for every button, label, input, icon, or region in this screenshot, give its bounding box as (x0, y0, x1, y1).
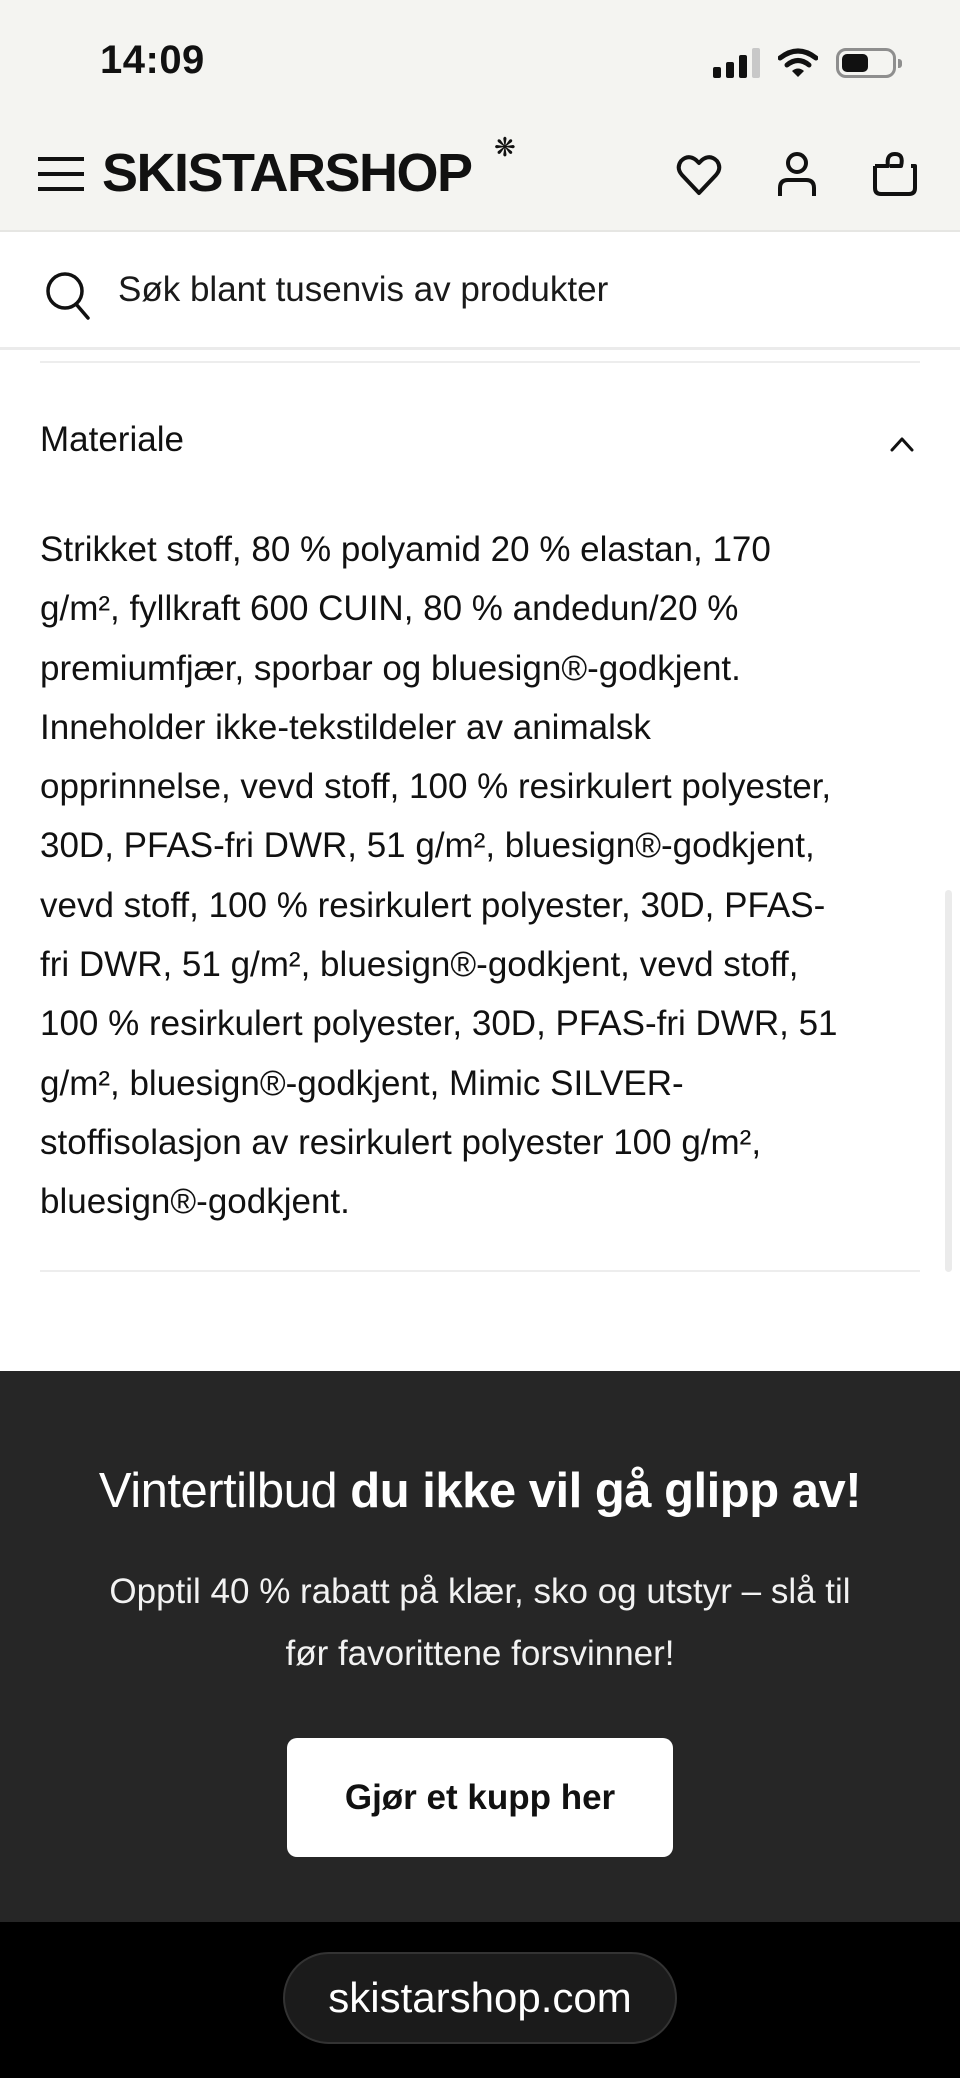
materials-line: premiumfjær, sporbar og bluesign®-godkjent. (40, 648, 741, 688)
materials-description (40, 520, 930, 1232)
menu-button[interactable] (38, 150, 86, 198)
materials-line: Inneholder ikke-tekstildeler av animalsk (40, 707, 651, 747)
materials-line: 100 % resirkulert polyester, 30D, PFAS-fri DWR, 51 (40, 1004, 838, 1044)
site-logo[interactable]: SKISTARSHOP (102, 143, 472, 203)
materials-line: stoffisolasjon av resirkulert polyester 100 g/m², (40, 1122, 762, 1162)
materials-line: bluesign®-godkjent. (40, 1182, 350, 1222)
promo-title (0, 1463, 960, 1519)
menu-icon-bar (38, 157, 84, 161)
promo-subtitle-line: før favorittene forsvinner! (285, 1634, 675, 1673)
search-input[interactable] (0, 232, 960, 350)
divider (40, 361, 920, 363)
accordion-header-materiale[interactable] (40, 400, 920, 486)
deal-cta-button[interactable]: Gjør et kupp her (287, 1738, 673, 1857)
promo-subtitle (40, 1561, 920, 1685)
menu-icon-bar (38, 172, 84, 176)
materials-line: opprinnelse, vevd stoff, 100 % resirkulert polyester, (40, 767, 832, 807)
promo-title-bold: du ikke vil gå glipp av! (350, 1464, 862, 1518)
cellular-signal-icon (713, 48, 760, 78)
divider (40, 1270, 920, 1272)
browser-bottom-bar (0, 1922, 960, 2078)
logo-snowflake-icon: ❋ (494, 132, 516, 162)
url-text: skistarshop.com (328, 1974, 632, 2021)
materials-line: 30D, PFAS-fri DWR, 51 g/m², bluesign®-godkjent, (40, 826, 815, 866)
promo-banner (0, 1371, 960, 1922)
shopping-bag-icon[interactable] (870, 150, 920, 200)
address-bar[interactable] (283, 1952, 677, 2044)
chevron-up-icon (888, 430, 916, 458)
battery-icon (836, 48, 896, 78)
status-time: 14:09 (100, 38, 205, 82)
materials-line: vevd stoff, 100 % resirkulert polyester, 30D, PFAS- (40, 885, 826, 925)
page-scrollbar[interactable] (945, 890, 952, 1272)
menu-icon-bar (38, 187, 84, 191)
materials-line: fri DWR, 51 g/m², bluesign®-godkjent, vevd stoff, (40, 945, 799, 985)
materials-line: Strikket stoff, 80 % polyamid 20 % elastan, 170 (40, 530, 771, 569)
promo-subtitle-line: Opptil 40 % rabatt på klær, sko og utstyr – slå til (109, 1572, 851, 1611)
heart-icon[interactable] (674, 150, 724, 200)
materials-line: g/m², bluesign®-godkjent, Mimic SILVER- (40, 1063, 684, 1103)
status-icons (713, 48, 896, 78)
header-actions (674, 150, 920, 200)
search-icon (44, 270, 94, 320)
promo-title-regular: Vintertilbud (98, 1464, 351, 1518)
materials-line: g/m², fyllkraft 600 CUIN, 80 % andedun/20 % (40, 589, 739, 629)
user-icon[interactable] (772, 150, 822, 200)
search-placeholder: Søk blant tusenvis av produkter (118, 270, 609, 309)
status-bar (0, 0, 960, 120)
accordion-title: Materiale (40, 420, 184, 459)
site-header (0, 120, 960, 232)
wifi-icon (778, 48, 818, 78)
